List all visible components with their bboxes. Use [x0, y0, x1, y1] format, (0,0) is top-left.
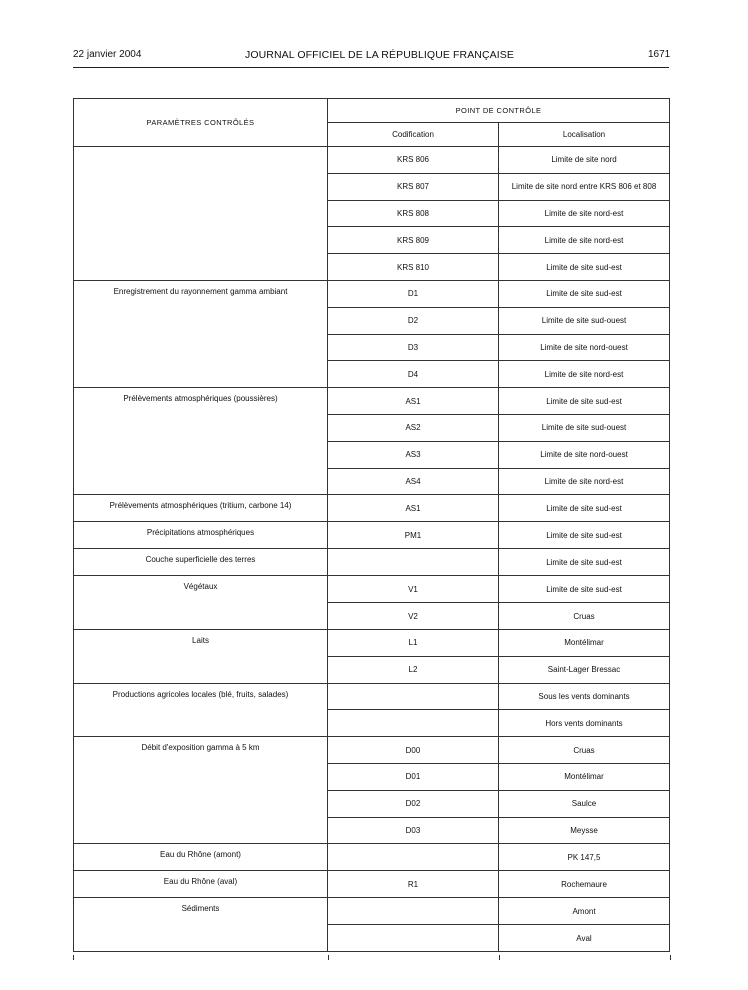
- code-cell: D01: [328, 763, 499, 790]
- table-continuation: [73, 955, 671, 960]
- param-cell: Sédiments: [74, 898, 328, 952]
- code-cell: [328, 683, 499, 710]
- code-cell: PM1: [328, 522, 499, 549]
- code-cell: D1: [328, 280, 499, 307]
- table-row: [74, 683, 670, 710]
- location-cell: Saint-Lager Bressac: [499, 656, 670, 683]
- location-cell: Limite de site sud-est: [499, 576, 670, 603]
- location-cell: Limite de site nord-ouest: [499, 334, 670, 361]
- location-cell: Limite de site nord: [499, 147, 670, 174]
- location-cell: Sous les vents dominants: [499, 683, 670, 710]
- location-cell: Limite de site sud-est: [499, 495, 670, 522]
- location-cell: Limite de site nord-est: [499, 361, 670, 388]
- code-cell: [328, 925, 499, 952]
- code-cell: L2: [328, 656, 499, 683]
- param-cell: Enregistrement du rayonnement gamma ambiant: [74, 280, 328, 387]
- header-rule: [73, 67, 669, 68]
- code-cell: D3: [328, 334, 499, 361]
- code-cell: AS1: [328, 495, 499, 522]
- param-cell: Eau du Rhône (aval): [74, 871, 328, 898]
- location-cell: Limite de site sud-est: [499, 254, 670, 281]
- location-cell: Rochemaure: [499, 871, 670, 898]
- code-cell: KRS 806: [328, 147, 499, 174]
- table-row: [74, 522, 670, 549]
- code-cell: L1: [328, 629, 499, 656]
- location-cell: PK 147,5: [499, 844, 670, 871]
- table-row: [74, 737, 670, 764]
- table-row: [74, 549, 670, 576]
- table-row: [74, 280, 670, 307]
- control-points-table: [73, 98, 670, 952]
- param-cell: Laits: [74, 629, 328, 683]
- code-cell: AS3: [328, 441, 499, 468]
- location-cell: Limite de site nord entre KRS 806 et 808: [499, 173, 670, 200]
- table-row: [74, 844, 670, 871]
- code-cell: AS1: [328, 388, 499, 415]
- table-row: [74, 629, 670, 656]
- code-cell: D2: [328, 307, 499, 334]
- code-cell: [328, 898, 499, 925]
- table-row: [74, 495, 670, 522]
- table-row: [74, 898, 670, 925]
- location-cell: Limite de site sud-est: [499, 522, 670, 549]
- header-params: PARAMÈTRES CONTRÔLÉS: [74, 99, 328, 147]
- location-cell: Limite de site sud-est: [499, 280, 670, 307]
- page-number: 1671: [648, 49, 671, 60]
- code-cell: KRS 809: [328, 227, 499, 254]
- header-localisation: Localisation: [499, 123, 670, 147]
- code-cell: [328, 549, 499, 576]
- code-cell: [328, 844, 499, 871]
- location-cell: Limite de site sud-ouest: [499, 414, 670, 441]
- param-cell: Couche superficielle des terres: [74, 549, 328, 576]
- location-cell: Hors vents dominants: [499, 710, 670, 737]
- code-cell: D00: [328, 737, 499, 764]
- location-cell: Limite de site sud-ouest: [499, 307, 670, 334]
- location-cell: Aval: [499, 925, 670, 952]
- location-cell: Limite de site nord-est: [499, 200, 670, 227]
- location-cell: Limite de site nord-ouest: [499, 441, 670, 468]
- param-cell: [74, 147, 328, 281]
- location-cell: Limite de site nord-est: [499, 227, 670, 254]
- location-cell: Meysse: [499, 817, 670, 844]
- location-cell: Limite de site sud-est: [499, 549, 670, 576]
- table-row: [74, 388, 670, 415]
- location-cell: Montélimar: [499, 763, 670, 790]
- param-cell: Prélèvements atmosphériques (tritium, carbone 14): [74, 495, 328, 522]
- code-cell: V2: [328, 603, 499, 630]
- param-cell: Productions agricoles locales (blé, fruits, salades): [74, 683, 328, 737]
- header-date: 22 janvier 2004: [73, 49, 142, 60]
- code-cell: KRS 807: [328, 173, 499, 200]
- code-cell: AS2: [328, 414, 499, 441]
- location-cell: Cruas: [499, 737, 670, 764]
- location-cell: Limite de site sud-est: [499, 388, 670, 415]
- param-cell: Eau du Rhône (amont): [74, 844, 328, 871]
- location-cell: Montélimar: [499, 629, 670, 656]
- code-cell: D02: [328, 790, 499, 817]
- table-row: [74, 576, 670, 603]
- location-cell: Cruas: [499, 603, 670, 630]
- param-cell: Végétaux: [74, 576, 328, 630]
- param-cell: Débit d'exposition gamma à 5 km: [74, 737, 328, 844]
- location-cell: Limite de site nord-est: [499, 468, 670, 495]
- code-cell: KRS 808: [328, 200, 499, 227]
- code-cell: AS4: [328, 468, 499, 495]
- code-cell: [328, 710, 499, 737]
- location-cell: Saulce: [499, 790, 670, 817]
- code-cell: KRS 810: [328, 254, 499, 281]
- code-cell: D03: [328, 817, 499, 844]
- header-control-point: POINT DE CONTRÔLE: [328, 99, 670, 123]
- code-cell: D4: [328, 361, 499, 388]
- table-body: [74, 147, 670, 952]
- table-row: [74, 871, 670, 898]
- param-cell: Précipitations atmosphériques: [74, 522, 328, 549]
- code-cell: V1: [328, 576, 499, 603]
- header-codification: Codification: [328, 123, 499, 147]
- code-cell: R1: [328, 871, 499, 898]
- journal-title: JOURNAL OFFICIEL DE LA RÉPUBLIQUE FRANÇAISE: [245, 49, 514, 61]
- location-cell: Amont: [499, 898, 670, 925]
- param-cell: Prélèvements atmosphériques (poussières): [74, 388, 328, 495]
- table-row: [74, 147, 670, 174]
